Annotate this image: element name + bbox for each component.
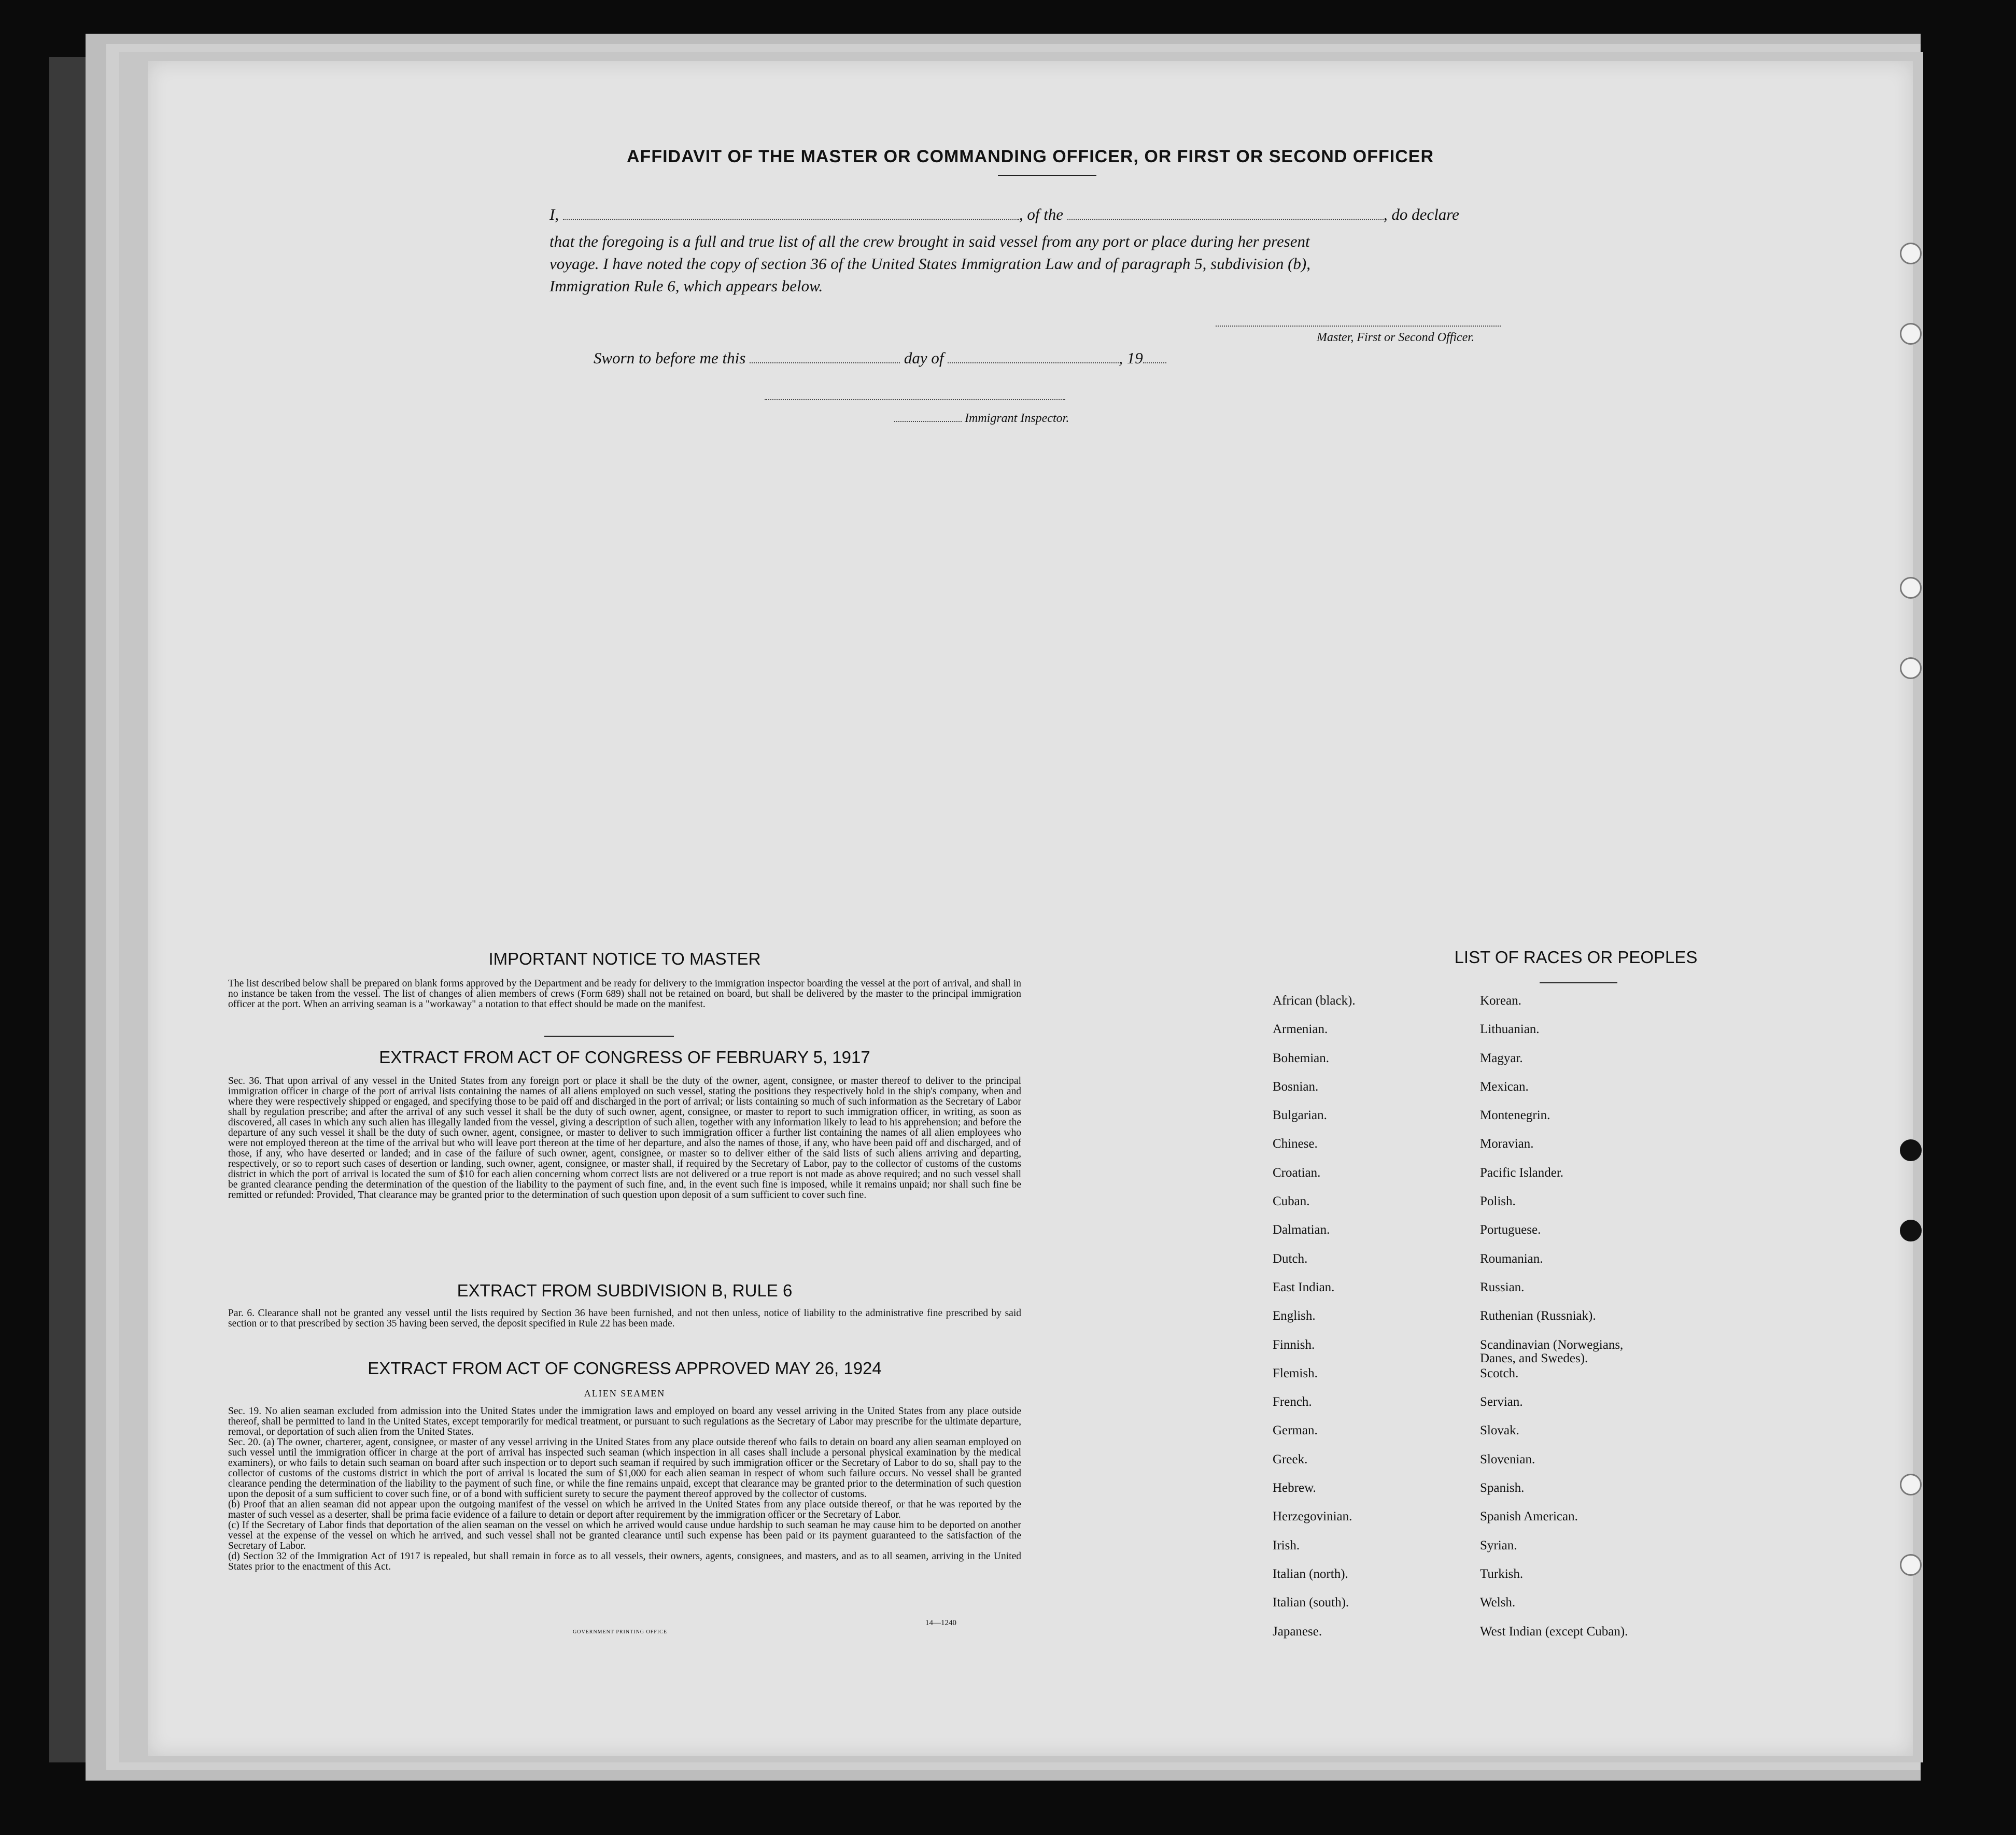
race-item: Magyar. (1480, 1051, 1523, 1065)
race-item: Bosnian. (1273, 1079, 1319, 1094)
race-item: Armenian. (1273, 1022, 1328, 1037)
race-item: Scandinavian (Norwegians, Danes, and Swedes). (1480, 1337, 1624, 1365)
race-item: Portuguese. (1480, 1223, 1541, 1237)
race-item: Scotch. (1480, 1366, 1519, 1380)
races-divider (1540, 982, 1617, 983)
day-blank-field[interactable] (750, 362, 900, 363)
race-item: East Indian. (1273, 1280, 1335, 1294)
month-blank-field[interactable] (948, 362, 1119, 363)
race-item: Irish. (1273, 1538, 1300, 1552)
race-item: Welsh. (1480, 1596, 1516, 1610)
document-page (148, 61, 1913, 1756)
punch-hole-icon (1900, 1474, 1922, 1495)
extract2-body: Par. 6. Clearance shall not be granted any vessel until the lists required by Section 36 have been furnished, and not then unless, notice of liability to the administrative fine prescribed by said section or to that prescribed by section 35 having been served, the deposit specified in Rule 22 has been made. (228, 1308, 1021, 1329)
race-item: Italian (south). (1273, 1596, 1349, 1610)
race-item: Cuban. (1273, 1194, 1310, 1209)
extract3-title: EXTRACT FROM ACT OF CONGRESS APPROVED MAY 26, 1924 (368, 1359, 882, 1378)
races-title: LIST OF RACES OR PEOPLES (1454, 948, 1698, 967)
extract1-title: EXTRACT FROM ACT OF CONGRESS OF FEBRUARY 5, 1917 (379, 1048, 870, 1067)
race-item: Spanish American. (1480, 1509, 1578, 1524)
race-item: Flemish. (1273, 1366, 1318, 1380)
year-blank-field[interactable] (1143, 362, 1166, 363)
race-item: English. (1273, 1309, 1316, 1323)
inspector-blank-field[interactable] (894, 420, 962, 422)
race-item: Ruthenian (Russniak). (1480, 1309, 1596, 1323)
race-item: Greek. (1273, 1452, 1308, 1466)
inspector-label (894, 412, 1069, 426)
affidavit-text-line: Immigration Rule 6, which appears below. (549, 277, 823, 295)
inspector-label-text: Immigrant Inspector. (965, 412, 1069, 425)
race-item: Herzegovinian. (1273, 1509, 1352, 1524)
race-item: Dalmatian. (1273, 1223, 1330, 1237)
affidavit-text-line: that the foregoing is a full and true list of all the crew brought in said vessel from any port or place during her present (549, 232, 1310, 250)
year-label: , 19 (1119, 349, 1143, 367)
title-divider (998, 175, 1096, 176)
race-item: Italian (north). (1273, 1566, 1348, 1581)
master-signature-line[interactable] (1216, 326, 1501, 327)
extract1-body: Sec. 36. That upon arrival of any vessel in the United States from any foreign port or place it shall be the duty of the owner, agent, consignee, or master thereof to deliver to the principal immigration officer in charge of the port of arrival lists containing the names of all aliens employed on such vessel, stating the positions they respectively hold in the ship's company, when and where they were respectively shipped or engaged, and specifying those to be paid off and discharged in the port of arrival; or lists containing so much of such information as the Secretary of Labor shall by regulation prescribe; and after the arrival of any such vessel it shall be the duty of such owner, agent, consignee, or master to report to such immigration officer, in writing, as soon as discovered, all cases in which any such alien has illegally landed from the vessel, giving a description of such alien, together with any information likely to lead to his apprehension; and before the departure of any such vessel it shall be the duty of such owner, agent, consignee, or master to deliver to such immigration officer a further list containing the names of all alien employees who were not employed thereon at the time of the arrival but who will leave port thereon at the time of her departure, and also the names of those, if any, who have been paid off and discharged, and of those, if any, who have deserted or landed; and in case of the failure of such owner, agent, consignee, or master so to deliver either of the said lists of such aliens arriving and departing, respectively, or so to report such cases of desertion or landing, such owner, agent, consignee, or master shall, if required by the Secretary of Labor, pay to the collector of customs of the customs district in which the port of arrival is located the sum of $10 for each alien concerning whom correct lists are not delivered or a true report is not made as above required; and no such vessel shall be granted clearance pending the determination of the question of the liability to the payment of such fine, and, in the event such fine is imposed, while it remains unpaid; nor shall such fine be remitted or refunded: Provided, That clearance may be granted prior to the determination of such question upon deposit of a sum sufficient to cover such fine. (228, 1076, 1021, 1201)
race-item: Korean. (1480, 994, 1521, 1008)
race-item: West Indian (except Cuban). (1480, 1624, 1628, 1639)
race-item: Japanese. (1273, 1624, 1322, 1639)
extract2-title: EXTRACT FROM SUBDIVISION B, RULE 6 (457, 1281, 793, 1300)
race-item: Slovenian. (1480, 1452, 1535, 1466)
race-item: Roumanian. (1480, 1251, 1543, 1266)
race-item: Slovak. (1480, 1423, 1519, 1438)
race-item: Hebrew. (1273, 1481, 1316, 1495)
race-item: Spanish. (1480, 1481, 1525, 1495)
races-column-1 (1273, 994, 1356, 1654)
race-item: Chinese. (1273, 1137, 1318, 1151)
race-item: Dutch. (1273, 1251, 1308, 1266)
race-item: Pacific Islander. (1480, 1165, 1564, 1180)
race-item: German. (1273, 1423, 1318, 1438)
punch-hole-icon (1900, 1554, 1922, 1576)
punch-hole-icon (1900, 577, 1922, 599)
sworn-line (594, 349, 1166, 368)
name-blank-field[interactable] (563, 218, 1019, 220)
race-item: Lithuanian. (1480, 1022, 1540, 1037)
race-item: Turkish. (1480, 1566, 1524, 1581)
notice-body: The list described below shall be prepared on blank forms approved by the Department and be ready for delivery to the immigration inspector boarding the vessel at the port of arrival, and shall in no instance be taken from the vessel. The list of changes of alien members of crews (Form 689) shall not be retained on board, but shall be delivered by the master to the principal immigration officer at the port. When an arriving seaman is a "workaway" a notation to that effect should be made on the manifest. (228, 978, 1021, 1010)
punch-hole-icon (1900, 323, 1922, 345)
punch-hole-icon (1900, 1220, 1922, 1241)
affidavit-of-the: , of the (1019, 205, 1064, 223)
race-item: Montenegrin. (1480, 1108, 1550, 1123)
master-signature-label: Master, First or Second Officer. (1317, 331, 1474, 344)
race-item: French. (1273, 1395, 1312, 1409)
affidavit-i: I, (549, 205, 559, 223)
inspector-signature-line[interactable] (765, 399, 1065, 400)
race-item: African (black). (1273, 994, 1356, 1008)
race-item: Finnish. (1273, 1337, 1315, 1352)
race-item: Croatian. (1273, 1165, 1321, 1180)
race-item: Servian. (1480, 1395, 1523, 1409)
race-item: Russian. (1480, 1280, 1525, 1294)
race-item: Bohemian. (1273, 1051, 1330, 1065)
race-item: Mexican. (1480, 1079, 1529, 1094)
affidavit-declare: , do declare (1383, 205, 1459, 223)
printer-imprint: GOVERNMENT PRINTING OFFICE (573, 1629, 667, 1635)
race-item: Syrian. (1480, 1538, 1517, 1552)
extract3-subtitle: ALIEN SEAMEN (584, 1388, 666, 1399)
affidavit-text-line: voyage. I have noted the copy of section 36 of the United States Immigration Law and of paragraph 5, subdivision (b), (549, 255, 1310, 273)
notice-title: IMPORTANT NOTICE TO MASTER (488, 949, 761, 968)
punch-hole-icon (1900, 1139, 1922, 1161)
section-divider (544, 1036, 674, 1037)
extract3-body: Sec. 19. No alien seaman excluded from admission into the United States under the immigration laws and employed on board any vessel arriving in the United States from any place outside thereof, shall be permitted to land in the United States, except temporarily for medical treatment, or pursuant to such regulations as the Secretary of Labor may prescribe for the ultimate departure, removal, or deportation of such alien from the United States. Sec. 20. (a) The owner, charterer, agent, consignee, or master of any vessel arriving in the United States from any place outside thereof who fails to detain on board any alien seaman employed on such vessel until the immigration officer in charge at the port of arrival has inspected such seaman (which inspection in all cases shall include a personal physical examination by the medical examiners), or who fails to detain such seaman on board after such inspection or to deport such seaman if required by such immigration officer or the Secretary of Labor to do so, shall pay to the collector of customs of the customs district in which the port of arrival is located the sum of $1,000 for each alien seaman in respect of whom such failure occurs. No vessel shall be granted clearance pending the determination of the liability to the payment of such fine, or while the fine remains unpaid, except that clearance may be granted prior to the determination of such question upon the deposit of a sum sufficient to cover such fine, or of a bond with sufficient surety to secure the payment thereof approved by the collector of customs. (b) Proof that an alien seaman did not appear upon the outgoing manifest of the vessel on which he arrived in the United States from any place outside thereof, or that he was reported by the master of such vessel as a deserter, shall be prima facie evidence of a failure to detain or deport after requirement by the immigration officer or the Secretary of Labor. (c) If the Secretary of Labor finds that deportation of the alien seaman on the vessel on which he arrived would cause undue hardship to such seaman he may cause him to be deported on another vessel at the expense of the vessel on which he arrived, and such vessel shall not be granted clearance until such expense has been paid or its payment guaranteed to the satisfaction of the Secretary of Labor. (d) Section 32 of the Immigration Act of 1917 is repealed, but shall remain in force as to all vessels, their owners, agents, consignees, and masters, and as to all seamen, arriving in the United States prior to the enactment of this Act. (228, 1406, 1021, 1572)
affidavit-title: AFFIDAVIT OF THE MASTER OR COMMANDING OFFICER, OR FIRST OR SECOND OFFICER (627, 147, 1434, 166)
sworn-label: Sworn to before me this (594, 349, 746, 367)
affidavit-declaration-line (549, 205, 1459, 224)
form-number: 14—1240 (925, 1619, 956, 1627)
race-item: Polish. (1480, 1194, 1516, 1209)
binding-strip (49, 57, 86, 1762)
day-of-label: day of (904, 349, 944, 367)
races-column-2 (1480, 994, 1628, 1654)
race-item: Bulgarian. (1273, 1108, 1327, 1123)
punch-hole-icon (1900, 243, 1922, 264)
punch-hole-icon (1900, 657, 1922, 679)
vessel-blank-field[interactable] (1067, 218, 1384, 220)
race-item: Moravian. (1480, 1137, 1534, 1151)
